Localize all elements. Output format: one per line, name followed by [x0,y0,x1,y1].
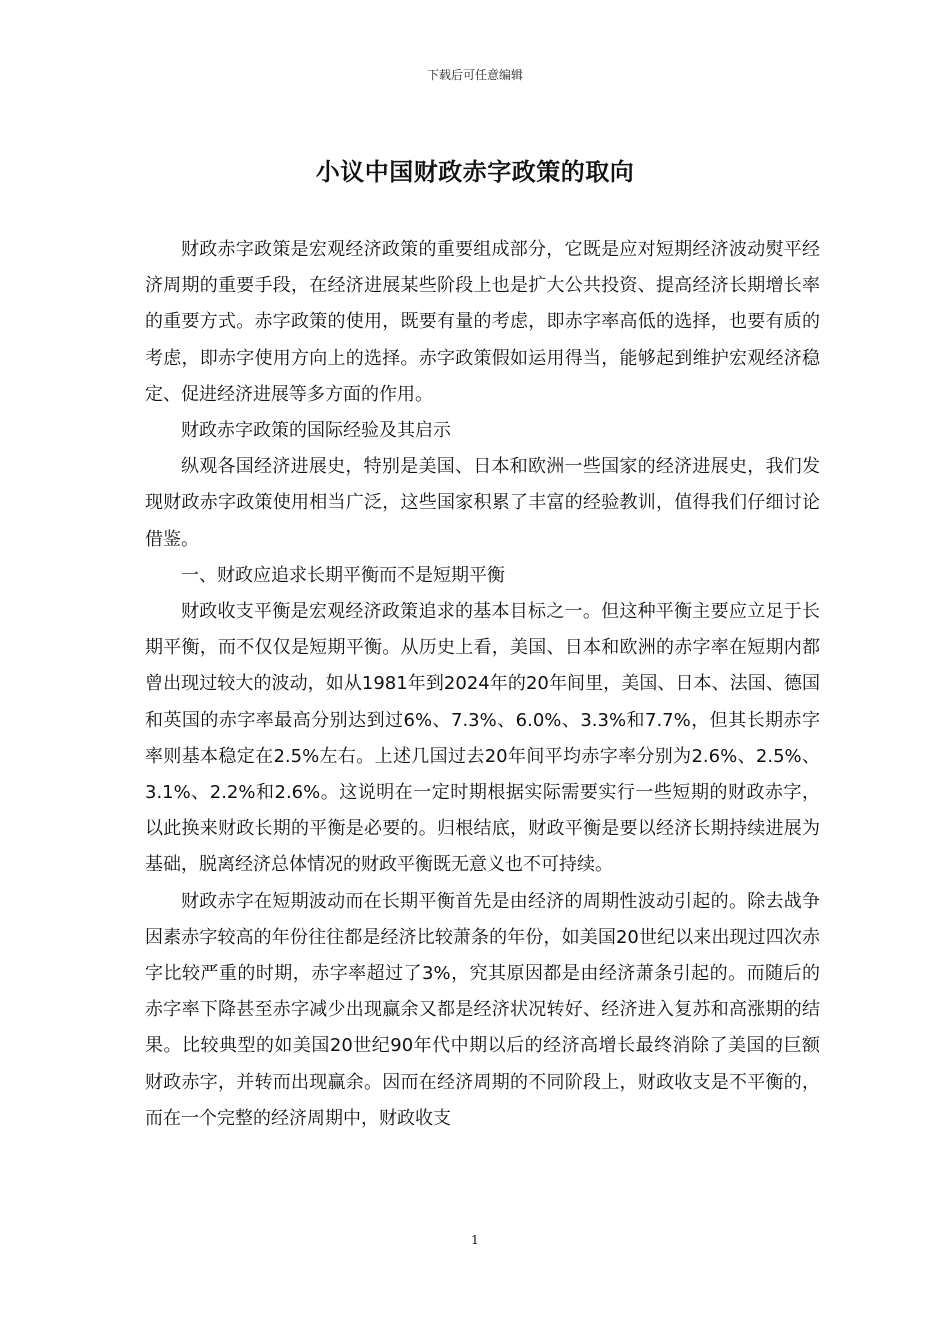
page-number: 1 [471,1233,479,1247]
paragraph-intro: 财政赤字政策是宏观经济政策的重要组成部分，它既是应对短期经济波动熨平经济周期的重要手段，在经济进展某些阶段上也是扩大公共投资、提高经济长期增长率的重要方式。赤字政策的使用，既要有量的考虑，即赤字率高低的选择，也要有质的考虑，即赤字使用方向上的选择。赤字政策假如运用得当，能够起到维护宏观经济稳定、促进经济进展等多方面的作用。 [145,239,820,405]
document-title: 小议中国财政赤字政策的取向 [315,158,635,186]
section-heading-international-experience: 财政赤字政策的国际经验及其启示 [181,420,451,442]
header-note: 下载后可任意编辑 [426,68,523,82]
section-heading-long-term-balance: 一、财政应追求长期平衡而不是短期平衡 [181,564,505,586]
document-body [145,232,820,1137]
paragraph-overview: 纵观各国经济进展史，特别是美国、日本和欧洲一些国家的经济进展史，我们发现财政赤字政策使用相当广泛，这些国家积累了丰富的经验教训，值得我们仔细讨论借鉴。 [145,456,820,550]
paragraph-balance: 财政收支平衡是宏观经济政策追求的基本目标之一。但这种平衡主要应立足于长期平衡，而不仅仅是短期平衡。从历史上看，美国、日本和欧洲的赤字率在短期内都曾出现过较大的波动，如从1981年到2024年的20年间里，美国、日本、法国、德国和英国的赤字率最高分别达到过6%、7.3%、6.0%、3.3%和7.7%，但其长期赤字率则基本稳定在2.5%左右。上述几国过去20年间平均赤字率分别为2.6%、2.5%、3.1%、2.2%和2.6%。这说明在一定时期根据实际需要实行一些短期的财政赤字，以此换来财政长期的平衡是必要的。归根结底，财政平衡是要以经济长期持续进展为基础，脱离经济总体情况的财政平衡既无意义也不可持续。 [145,601,820,876]
paragraph-cycle: 财政赤字在短期波动而在长期平衡首先是由经济的周期性波动引起的。除去战争因素赤字较高的年份往往都是经济比较萧条的年份，如美国20世纪以来出现过四次赤字比较严重的时期，赤字率超过了3%，究其原因都是由经济萧条引起的。而随后的赤字率下降甚至赤字减少出现赢余又都是经济状况转好、经济进入复苏和高涨期的结果。比较典型的如美国20世纪90年代中期以后的经济高增长最终消除了美国的巨额财政赤字，并转而出现赢余。因而在经济周期的不同阶段上，财政收支是不平衡的，而在一个完整的经济周期中，财政收支 [145,890,820,1129]
